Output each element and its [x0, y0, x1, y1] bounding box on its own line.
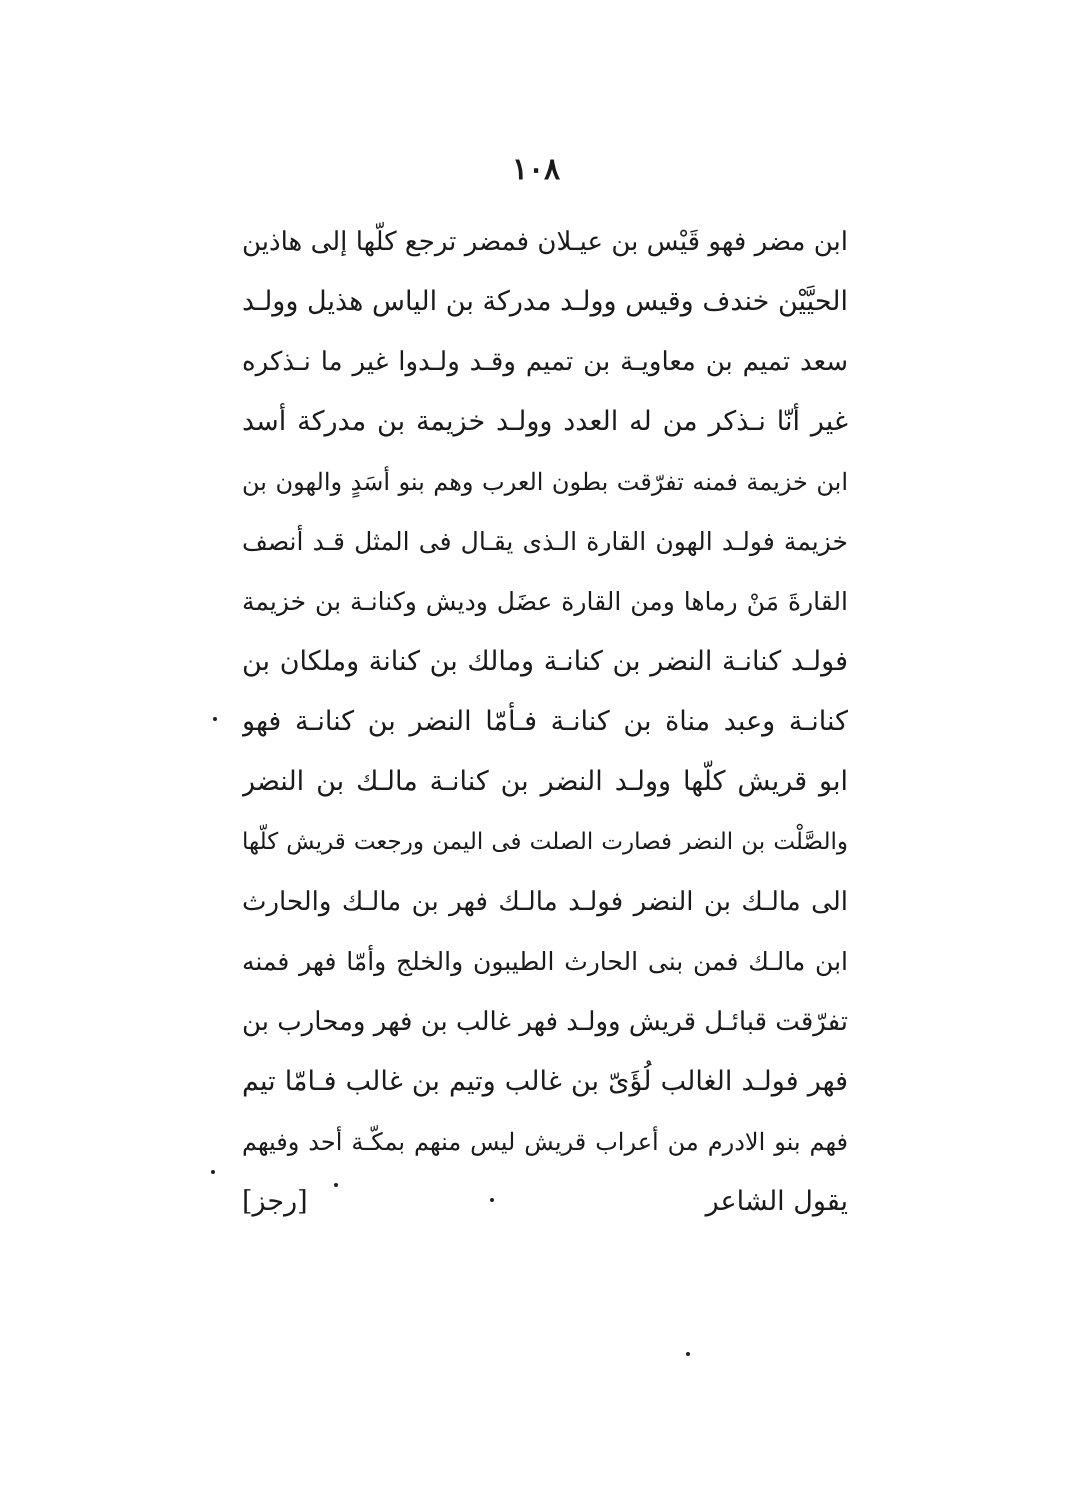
text-line: ابن مضر فهو قَيْس بن عيـلان فمضر ترجع كلّها إلى هاذين: [242, 227, 848, 257]
text-line: سعد تميم بن معاويـة بن تميم وقـد ولـدوا غير ما نـذكره: [242, 347, 848, 377]
page-number: ١٠٨: [511, 152, 561, 187]
text-line: والصَّلْت بن النضر فصارت الصلت فى اليمن ورجعت قريش كلّها: [242, 829, 848, 855]
text-line: خزيمة فولـد الهون القارة الـذى يقـال فى المثل قـد أنصف: [242, 527, 848, 556]
text-line: فهر فولـد الغالب لُؤَىّ بن غالب وتيم بن غالب فـامّا تيم: [242, 1066, 848, 1097]
meter-label: [رجز]: [242, 1186, 308, 1217]
text-line: غير أنّا نـذكر من له العدد وولـد خزيمة بن مدركة أسد: [242, 406, 848, 437]
scan-speck: [490, 1198, 494, 1202]
text-line: ابو قريش كلّها وولـد النضر بن كنانـة مالـك بن النضر: [242, 766, 848, 797]
final-line-text: يقول الشاعر: [705, 1186, 848, 1217]
scan-speck: [334, 1183, 338, 1187]
text-line: فولـد كنانـة النضر بن كنانـة ومالك بن كنانة وملكان بن: [242, 646, 848, 677]
text-line: الحيَّيْن خندف وقيس وولـد مدركة بن الياس هذيل وولـد: [242, 286, 848, 317]
arabic-text-block: [242, 212, 848, 1232]
scan-speck: [686, 1352, 690, 1356]
text-line: ابن خزيمة فمنه تفرّقت بطون العرب وهم بنو أسَدٍ والهون بن: [242, 468, 848, 496]
text-line: فهم بنو الادرم من أعراب قريش ليس منهم بمكّـة أحد وفيهم: [242, 1128, 848, 1156]
final-line: [242, 1172, 848, 1232]
text-line: ابن مالـك فمن بنى الحارث الطيبون والخلج وأمّا فهر فمنه: [242, 947, 848, 976]
text-line: كنانـة وعبد مناة بن كنانـة فـأمّا النضر بن كنانـة فهو: [242, 706, 848, 737]
scan-speck: [211, 1170, 215, 1174]
text-line: القارةَ مَنْ رماها ومن القارة عضَل وديش وكنانـة بن خزيمة: [242, 587, 848, 616]
scan-speck: [213, 717, 217, 721]
text-line: الى مالـك بن النضر فولـد مالـك فهر بن مالـك والحارث: [242, 887, 848, 917]
text-line: تفرّقت قبائـل قريش وولـد فهر غالب بن فهر ومحارب بن: [242, 1007, 848, 1037]
